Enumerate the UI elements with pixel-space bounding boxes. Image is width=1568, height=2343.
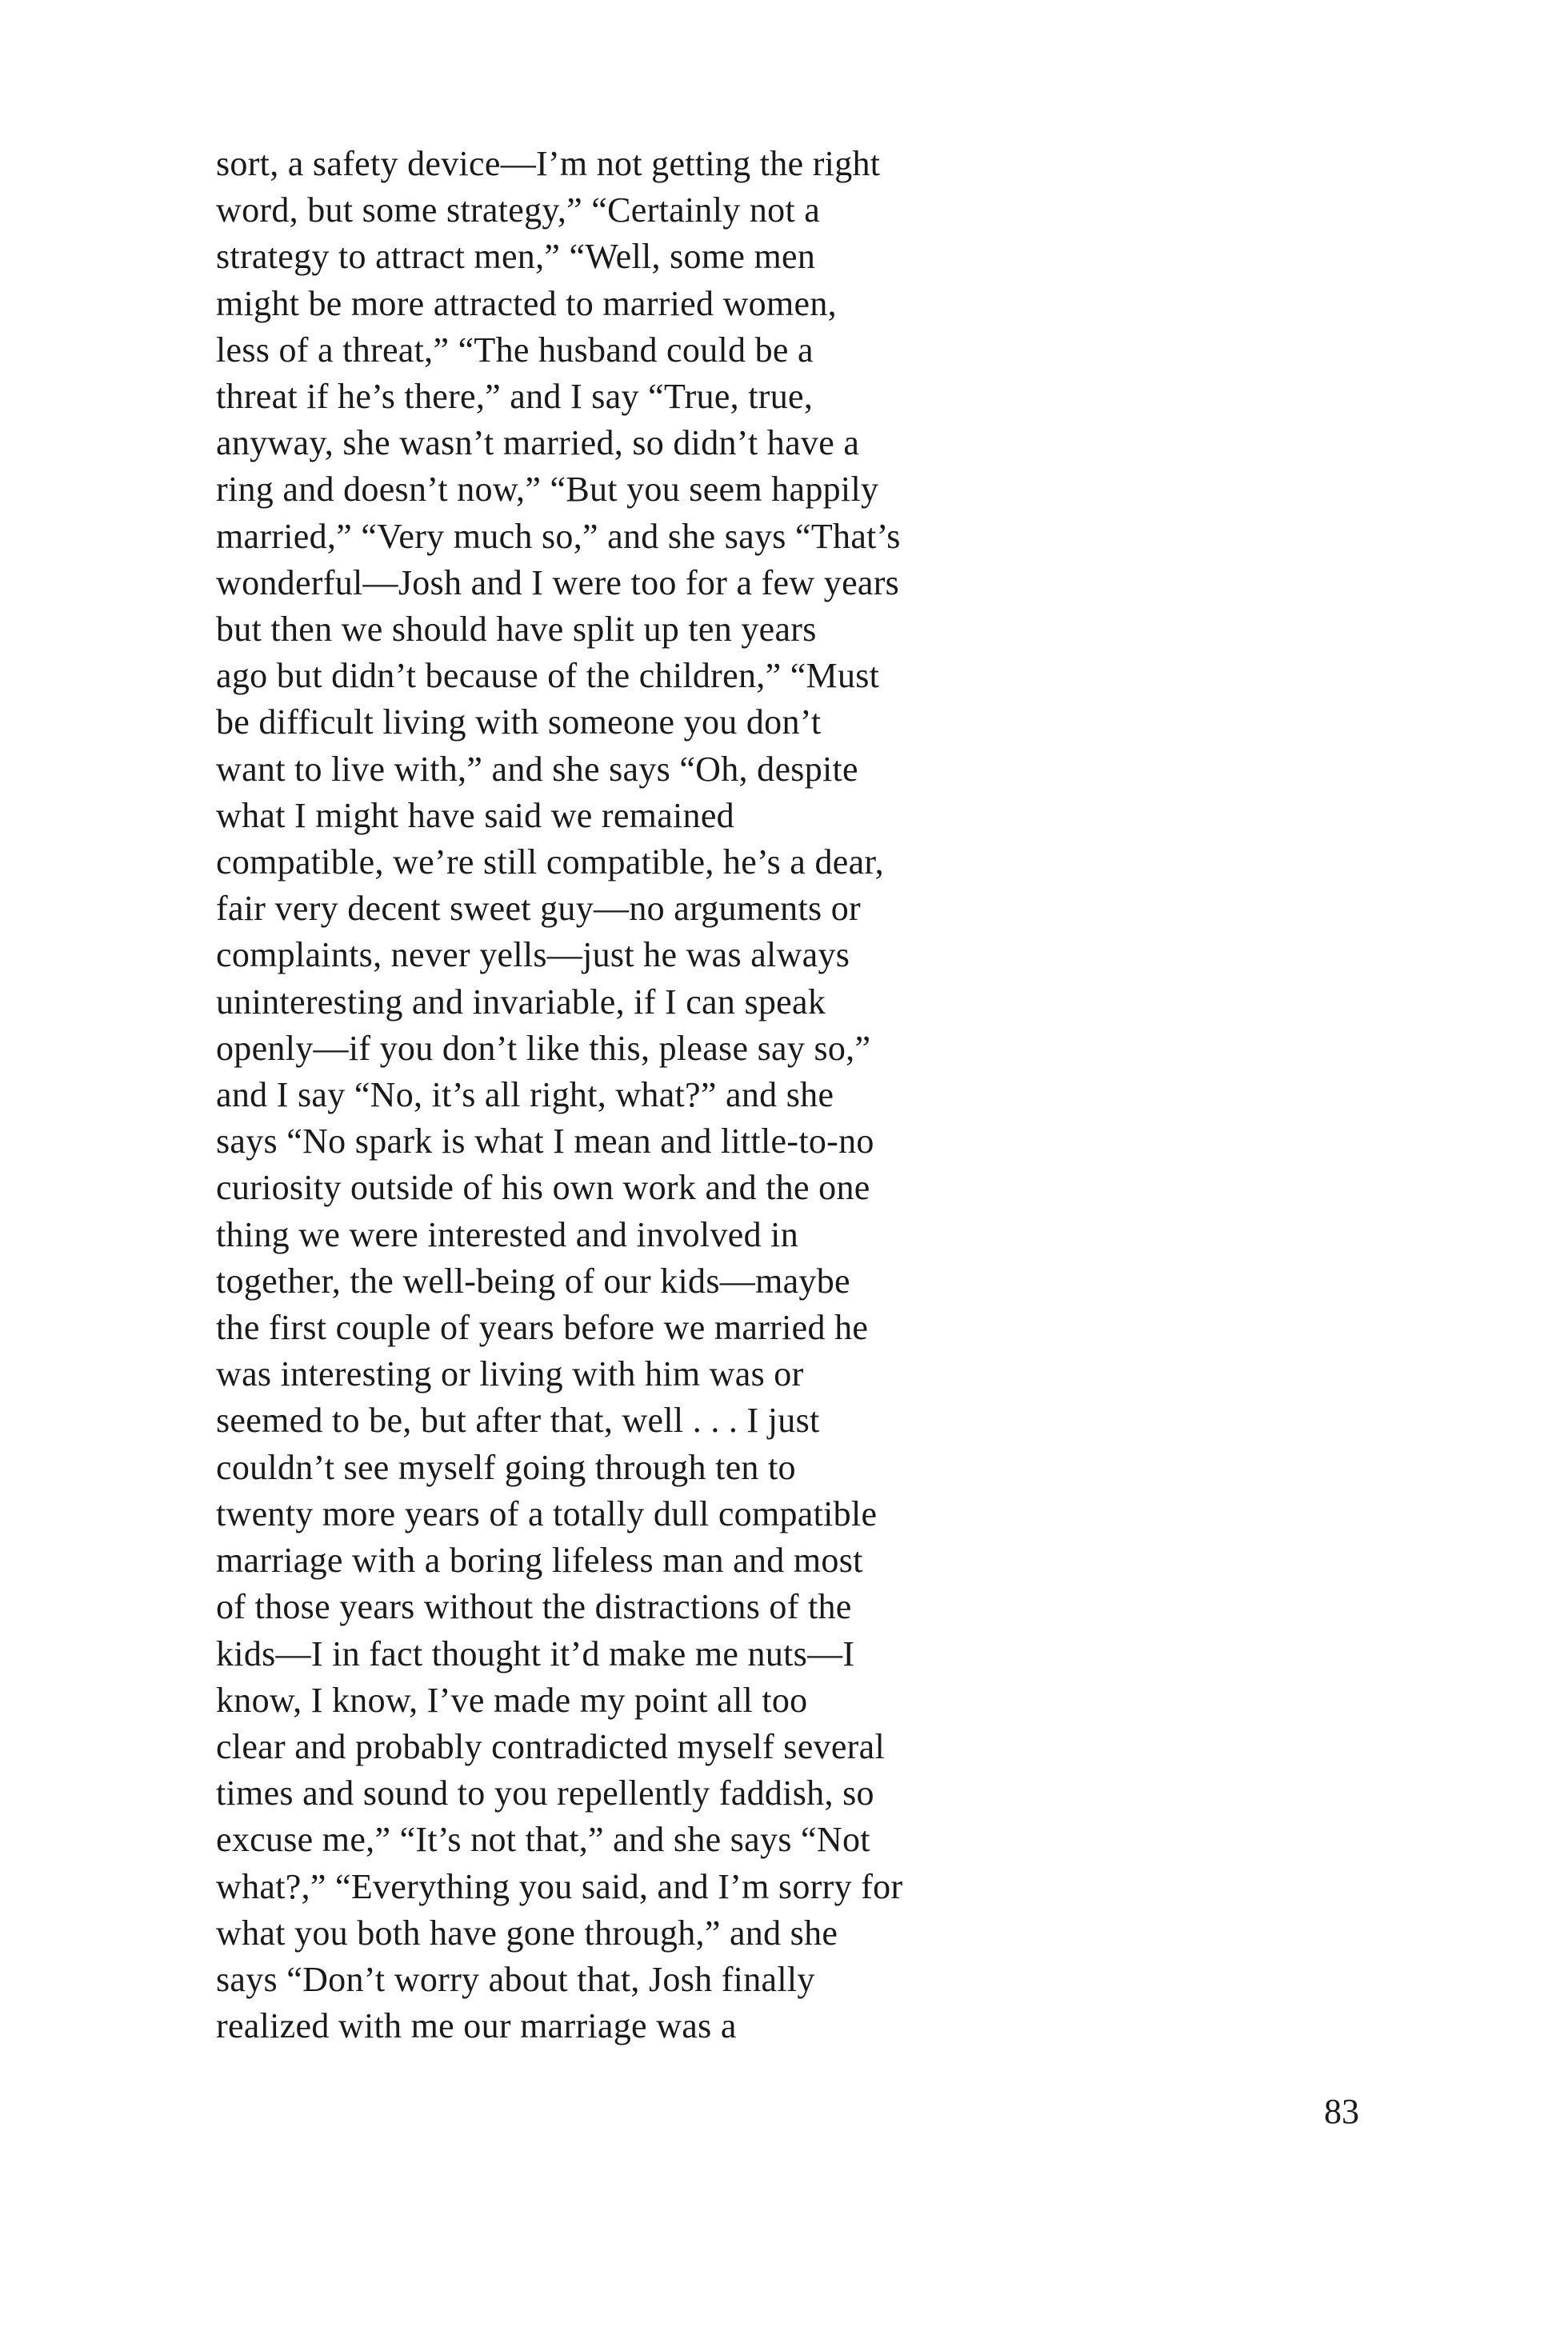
text-line: couldn’t see myself going through ten to: [216, 1447, 796, 1487]
text-line: fair very decent sweet guy—no arguments or: [216, 889, 861, 929]
text-line: seemed to be, but after that, well . . . I just: [216, 1401, 820, 1441]
text-line: and I say “No, it’s all right, what?” and she: [216, 1075, 834, 1115]
text-line: says “No spark is what I mean and little-to-no: [216, 1122, 874, 1162]
text-line: thing we were interested and involved in: [216, 1214, 799, 1254]
text-line: wonderful—Josh and I were too for a few years: [216, 562, 900, 602]
text-line: word, but some strategy,” “Certainly not a: [216, 190, 821, 230]
text-line: but then we should have split up ten years: [216, 610, 817, 650]
text-line: threat if he’s there,” and I say “True, true,: [216, 377, 814, 417]
text-line: what you both have gone through,” and she: [216, 1913, 838, 1953]
text-line: of those years without the distractions of the: [216, 1587, 852, 1627]
text-line: anyway, she wasn’t married, so didn’t have a: [216, 423, 860, 463]
text-line: times and sound to you repellently faddish, so: [216, 1773, 874, 1813]
text-line: kids—I in fact thought it’d make me nuts—I: [216, 1633, 855, 1673]
text-line: compatible, we’re still compatible, he’s a dear,: [216, 842, 884, 882]
text-line: less of a threat,” “The husband could be a: [216, 330, 814, 370]
text-line: might be more attracted to married women,: [216, 283, 837, 323]
text-line: says “Don’t worry about that, Josh finally: [216, 1959, 815, 1999]
text-line: complaints, never yells—just he was always: [216, 935, 850, 975]
text-line: was interesting or living with him was or: [216, 1354, 804, 1394]
text-line: excuse me,” “It’s not that,” and she says “Not: [216, 1820, 870, 1860]
text-line: openly—if you don’t like this, please say so,”: [216, 1028, 871, 1068]
text-line: realized with me our marriage was a: [216, 2006, 737, 2046]
text-line: what?,” “Everything you said, and I’m sorry for: [216, 1866, 903, 1906]
text-line: uninteresting and invariable, if I can speak: [216, 982, 826, 1022]
text-line: ring and doesn’t now,” “But you seem happily: [216, 470, 879, 510]
text-line: sort, a safety device—I’m not getting the right: [216, 144, 881, 183]
text-line: marriage with a boring lifeless man and most: [216, 1541, 863, 1581]
page-number: 83: [1324, 2092, 1359, 2131]
text-line: married,” “Very much so,” and she says “That’s: [216, 516, 901, 556]
text-line: curiosity outside of his own work and the one: [216, 1168, 870, 1208]
text-line: strategy to attract men,” “Well, some men: [216, 237, 816, 277]
text-line: what I might have said we remained: [216, 795, 734, 835]
text-line: clear and probably contradicted myself several: [216, 1726, 885, 1766]
text-line: want to live with,” and she says “Oh, despite: [216, 749, 858, 789]
text-line: the first couple of years before we married he: [216, 1308, 869, 1348]
text-line: know, I know, I’ve made my point all too: [216, 1680, 808, 1720]
text-line: twenty more years of a totally dull compatible: [216, 1493, 878, 1533]
text-line: together, the well-being of our kids—maybe: [216, 1261, 850, 1301]
body-text: [216, 141, 1016, 2049]
text-line: be difficult living with someone you don’t: [216, 702, 822, 742]
text-line: ago but didn’t because of the children,” “Must: [216, 656, 880, 696]
